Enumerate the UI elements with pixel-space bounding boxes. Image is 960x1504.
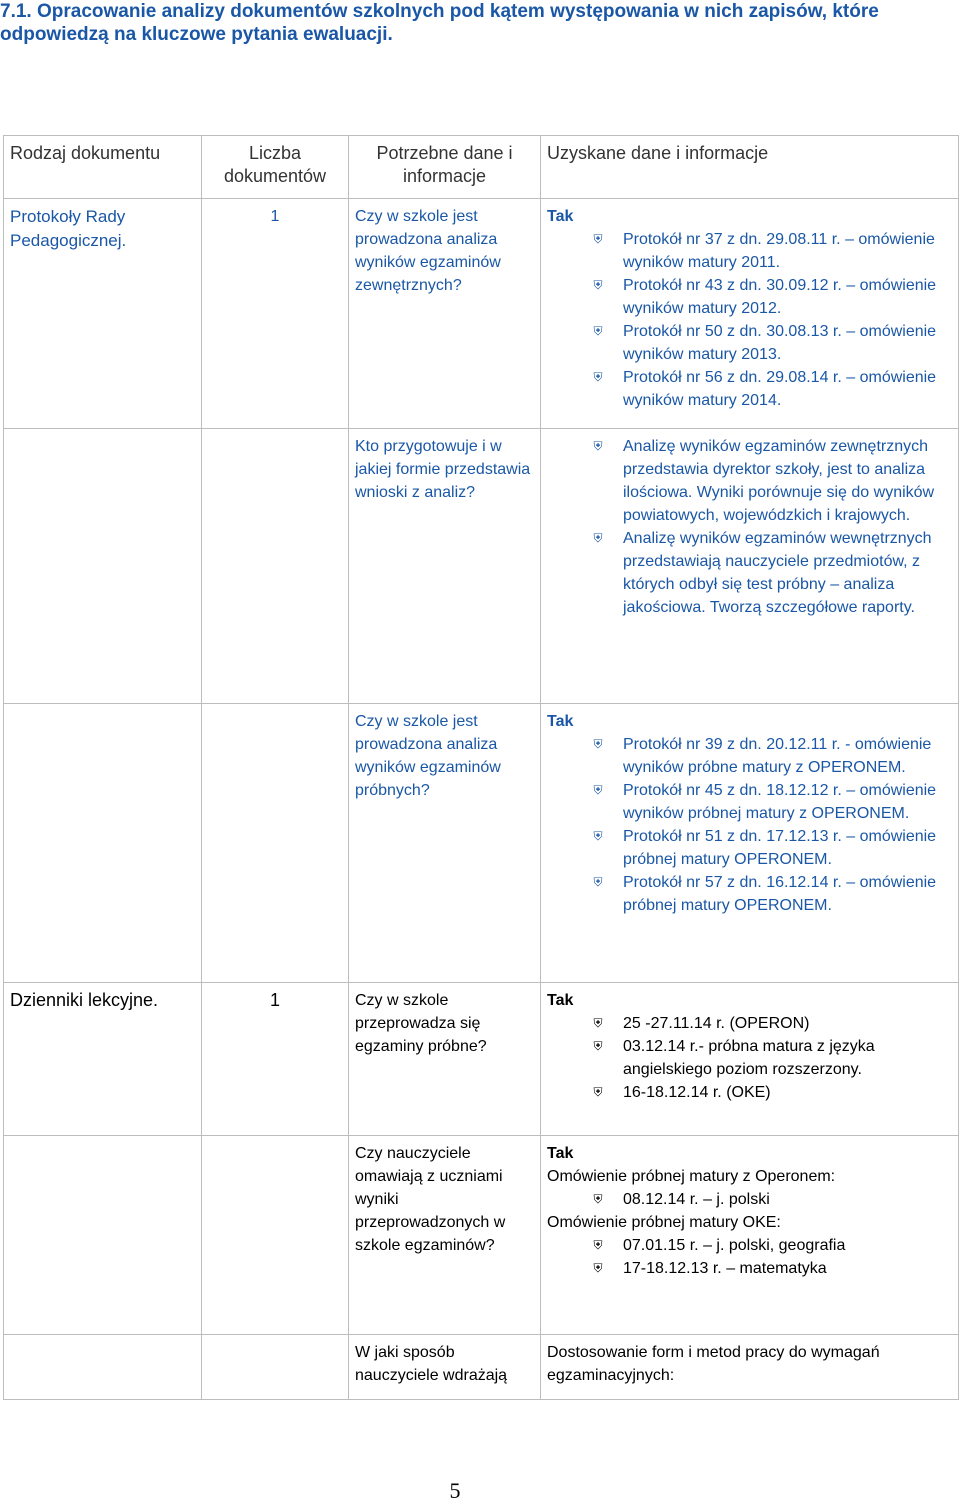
header-needed-data: Potrzebne dane i informacje (349, 136, 541, 199)
cell-question: W jaki sposób nauczyciele wdrażają (349, 1335, 541, 1400)
cell-answer (541, 429, 959, 704)
answer-lead: Tak (547, 208, 574, 225)
pen-nib-icon: ⛨ (593, 278, 603, 292)
cell-document-count (202, 429, 349, 704)
cell-document-type (4, 704, 202, 983)
list-item: ⛨ Protokół nr 39 z dn. 20.12.11 r. - omówienie wyników próbne matury z OPERONEM. (547, 733, 952, 779)
page-number: 5 (449, 1478, 461, 1503)
table-row (4, 1136, 959, 1335)
cell-document-count (202, 1136, 349, 1335)
cell-question: Czy w szkole jest prowadzona analiza wyników egzaminów zewnętrznych? (349, 199, 541, 429)
evaluation-table (3, 135, 959, 1400)
list-item: ⛨ 03.12.14 r.- próbna matura z języka angielskiego poziom rozszerzony. (547, 1035, 952, 1081)
list-item: ⛨ 17-18.12.13 r. – matematyka (547, 1257, 952, 1280)
list-item: ⛨ 07.01.15 r. – j. polski, geografia (547, 1234, 952, 1257)
cell-question: Kto przygotowuje i w jakiej formie przedstawia wnioski z analiz? (349, 429, 541, 704)
pen-nib-icon: ⛨ (593, 232, 603, 246)
pen-nib-icon: ⛨ (593, 324, 603, 338)
answer-list (547, 228, 952, 412)
cell-question: Czy w szkole przeprowadza się egzaminy próbne? (349, 983, 541, 1136)
pen-nib-icon: ⛨ (593, 829, 603, 843)
list-item: ⛨ Protokół nr 50 z dn. 30.08.13 r. – omówienie wyników matury 2013. (547, 320, 952, 366)
cell-answer (541, 199, 959, 429)
list-item: ⛨ Protokół nr 57 z dn. 16.12.14 r. – omówienie próbnej matury OPERONEM. (547, 871, 952, 917)
cell-document-count (202, 1335, 349, 1400)
pen-nib-icon: ⛨ (593, 875, 603, 889)
table-row (4, 1335, 959, 1400)
header-obtained-data: Uzyskane dane i informacje (541, 136, 959, 199)
list-item: ⛨ Protokół nr 43 z dn. 30.09.12 r. – omówienie wyników matury 2012. (547, 274, 952, 320)
pen-nib-icon: ⛨ (593, 1192, 603, 1206)
answer-subheading: Omówienie próbnej matury OKE: (547, 1214, 781, 1231)
cell-answer: Dostosowanie form i metod pracy do wymagań egzaminacyjnych: (541, 1335, 959, 1400)
pen-nib-icon: ⛨ (593, 783, 603, 797)
pen-nib-icon: ⛨ (593, 1039, 603, 1053)
pen-nib-icon: ⛨ (593, 737, 603, 751)
cell-document-type: Dzienniki lekcyjne. (4, 983, 202, 1136)
list-item: ⛨ Protokół nr 45 z dn. 18.12.12 r. – omówienie wyników próbnej matury z OPERONEM. (547, 779, 952, 825)
table-header-row (4, 136, 959, 199)
list-item: ⛨ Protokół nr 37 z dn. 29.08.11 r. – omówienie wyników matury 2011. (547, 228, 952, 274)
list-item: ⛨ 16-18.12.14 r. (OKE) (547, 1081, 952, 1104)
pen-nib-icon: ⛨ (593, 531, 603, 545)
cell-question: Czy nauczyciele omawiają z uczniami wyniki przeprowadzonych w szkole egzaminów? (349, 1136, 541, 1335)
answer-lead: Tak (547, 992, 574, 1009)
table-row (4, 983, 959, 1136)
table-row (4, 704, 959, 983)
list-item: ⛨ Protokół nr 56 z dn. 29.08.14 r. – omówienie wyników matury 2014. (547, 366, 952, 412)
header-document-count: Liczba dokumentów (202, 136, 349, 199)
pen-nib-icon: ⛨ (593, 1085, 603, 1099)
pen-nib-icon: ⛨ (593, 1261, 603, 1275)
table-row (4, 429, 959, 704)
answer-list (547, 733, 952, 917)
cell-document-type: Protokoły Rady Pedagogicznej. (4, 199, 202, 429)
answer-list (547, 1188, 952, 1211)
answer-list (547, 1234, 952, 1280)
table-row (4, 199, 959, 429)
list-item: ⛨ 08.12.14 r. – j. polski (547, 1188, 952, 1211)
pen-nib-icon: ⛨ (593, 1238, 603, 1252)
cell-document-count: 1 (202, 199, 349, 429)
header-document-type: Rodzaj dokumentu (4, 136, 202, 199)
cell-document-type (4, 1335, 202, 1400)
list-item: ⛨ Analizę wyników egzaminów wewnętrznych przedstawiają nauczyciele przedmiotów, z których odbył się test próbny – analiza jakościowa. Tworzą szczegółowe raporty. (547, 527, 952, 619)
list-item: ⛨ 25 -27.11.14 r. (OPERON) (547, 1012, 952, 1035)
pen-nib-icon: ⛨ (593, 439, 603, 453)
cell-document-type (4, 429, 202, 704)
cell-document-count (202, 704, 349, 983)
list-item: ⛨ Protokół nr 51 z dn. 17.12.13 r. – omówienie próbnej matury OPERONEM. (547, 825, 952, 871)
cell-document-type (4, 1136, 202, 1335)
answer-subheading: Omówienie próbnej matury z Operonem: (547, 1168, 836, 1185)
pen-nib-icon: ⛨ (593, 1016, 603, 1030)
section-heading: 7.1. Opracowanie analizy dokumentów szkolnych pod kątem występowania w nich zapisów, które odpowiedzą na kluczowe pytania ewaluacji. (0, 1, 879, 45)
cell-answer (541, 1136, 959, 1335)
answer-lead: Tak (547, 1145, 574, 1162)
cell-question: Czy w szkole jest prowadzona analiza wyników egzaminów próbnych? (349, 704, 541, 983)
cell-answer (541, 983, 959, 1136)
answer-lead: Tak (547, 713, 574, 730)
answer-list (547, 1012, 952, 1104)
pen-nib-icon: ⛨ (593, 370, 603, 384)
answer-list (547, 435, 952, 619)
cell-answer (541, 704, 959, 983)
cell-document-count: 1 (202, 983, 349, 1136)
list-item: ⛨ Analizę wyników egzaminów zewnętrznych przedstawia dyrektor szkoły, jest to analiza ilościowa. Wyniki porównuje się do wyników powiatowych, wojewódzkich i krajowych. (547, 435, 952, 527)
